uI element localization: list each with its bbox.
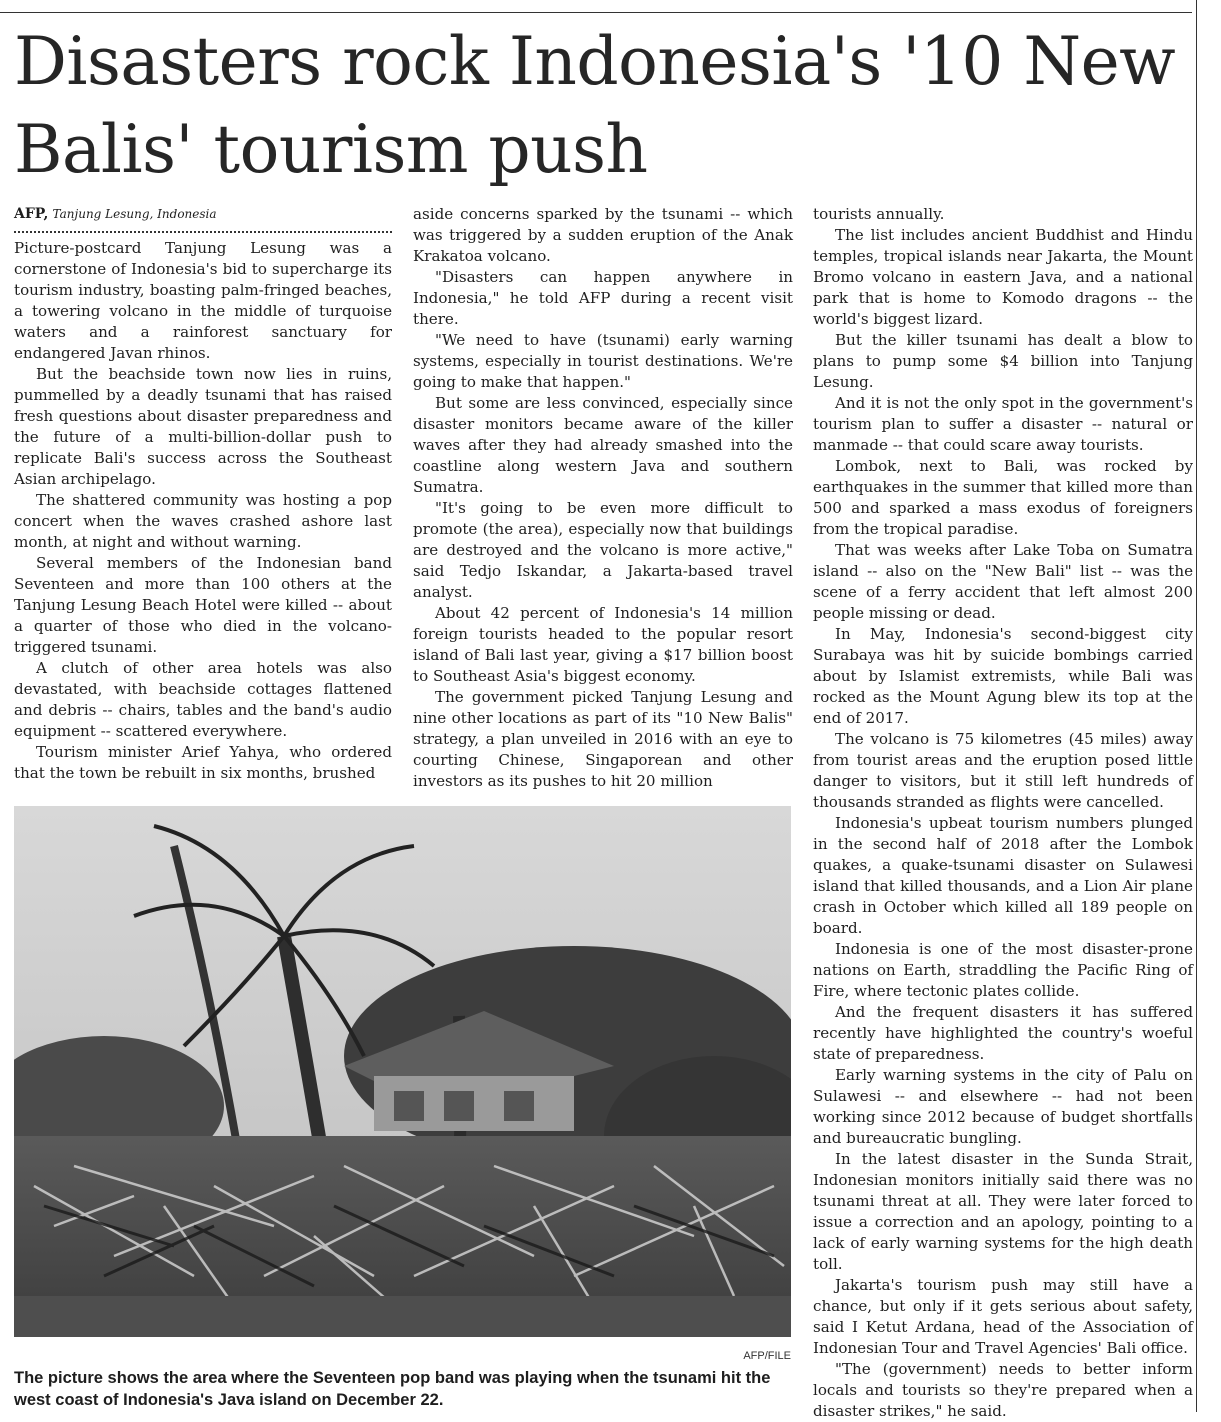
paragraph: And it is not the only spot in the government's tourism plan to suffer a disaster -- natural or manmade -- that could scare away tourists. (813, 394, 1193, 454)
paragraph: And the frequent disasters it has suffered recently have highlighted the country's woeful state of preparedness. (813, 1003, 1193, 1063)
paragraph: "Disasters can happen anywhere in Indonesia," he told AFP during a recent visit there. (413, 268, 793, 328)
paragraph: "We need to have (tsunami) early warning systems, especially in tourist destinations. We're going to make that happen." (413, 331, 793, 391)
paragraph: Indonesia is one of the most disaster-prone nations on Earth, straddling the Pacific Ring of Fire, where tectonic plates collide. (813, 940, 1193, 1000)
paragraph: "The (government) needs to better inform locals and tourists so they're prepared when a disaster strikes," he said. (813, 1360, 1193, 1420)
article-column-1 (14, 204, 392, 784)
paragraph: Several members of the Indonesian band Seventeen and more than 100 others at the Tanjung Lesung Beach Hotel were killed -- about a quarter of those who died in the volcano-triggered tsunami. (14, 554, 392, 656)
dateline (14, 204, 392, 225)
paragraph: The volcano is 75 kilometres (45 miles) away from tourist areas and the eruption posed little danger to visitors, but it still left hundreds of thousands stranded as flights were cancelled. (813, 730, 1193, 811)
paragraph: tourists annually. (813, 205, 945, 223)
paragraph: But some are less convinced, especially since disaster monitors became aware of the killer waves after they had already smashed into the coastline along western Java and southern Sumatra. (413, 394, 793, 496)
paragraph: "It's going to be even more difficult to promote (the area), especially now that buildings are destroyed and the volcano is more active," said Tedjo Iskandar, a Jakarta-based travel analyst. (413, 499, 793, 601)
paragraph: Tourism minister Arief Yahya, who ordered that the town be rebuilt in six months, brushed (14, 743, 392, 782)
article-column-2 (413, 204, 793, 792)
paragraph: But the beachside town now lies in ruins, pummelled by a deadly tsunami that has raised fresh questions about disaster preparedness and the future of a multi-billion-dollar push to replicate Bali's success across the Southeast Asian archipelago. (14, 365, 392, 488)
article-column-3 (813, 204, 1193, 1422)
paragraph: The government picked Tanjung Lesung and nine other locations as part of its "10 New Balis" strategy, a plan unveiled in 2016 with an eye to courting Chinese, Singaporean and other investors as its pushes to hit 20 million (413, 688, 793, 790)
tsunami-debris-photo (14, 806, 791, 1337)
paragraph: The list includes ancient Buddhist and Hindu temples, tropical islands near Jakarta, the Mount Bromo volcano in eastern Java, and a national park that is home to Komodo dragons -- the world's biggest lizard. (813, 226, 1193, 328)
photo-credit: AFP/FILE (743, 1350, 791, 1362)
right-column-rule (1196, 0, 1197, 1412)
paragraph: In May, Indonesia's second-biggest city Surabaya was hit by suicide bombings carried about by Islamist extremists, while Bali was rocked as the Mount Agung blew its top at the end of 2017. (813, 625, 1193, 727)
paragraph: Lombok, next to Bali, was rocked by earthquakes in the summer that killed more than 500 and sparked a mass exodus of foreigners from the tropical paradise. (813, 457, 1193, 538)
paragraph: About 42 percent of Indonesia's 14 million foreign tourists headed to the popular resort island of Bali last year, giving a $17 billion boost to Southeast Asia's biggest economy. (413, 604, 793, 685)
dateline-place: Tanjung Lesung, Indonesia (52, 207, 217, 221)
headline: Disasters rock Indonesia's '10 New Balis' tourism push (14, 23, 1176, 188)
paragraph: Jakarta's tourism push may still have a chance, but only if it gets serious about safety, said I Ketut Ardana, head of the Association of Indonesian Tour and Travel Agencies' Bali office. (813, 1276, 1193, 1357)
photo-caption: The picture shows the area where the Seventeen pop band was playing when the tsunami hit the west coast of Indonesia's Java island on December 22. (14, 1369, 771, 1409)
paragraph: That was weeks after Lake Toba on Sumatra island -- also on the "New Bali" list -- was the scene of a ferry accident that left almost 200 people missing or dead. (813, 541, 1193, 622)
paragraph: In the latest disaster in the Sunda Strait, Indonesian monitors initially said there was no tsunami threat at all. They were later forced to issue a correction and an apology, pointing to a lack of early warning systems for the high death toll. (813, 1150, 1193, 1273)
paragraph: Early warning systems in the city of Palu on Sulawesi -- and elsewhere -- had not been working since 2012 because of budget shortfalls and bureaucratic bungling. (813, 1066, 1193, 1147)
top-rule (0, 12, 1192, 13)
dateline-agency: AFP, (14, 206, 49, 222)
paragraph: Picture-postcard Tanjung Lesung was a cornerstone of Indonesia's bid to supercharge its tourism industry, boasting palm-fringed beaches, a towering volcano in the middle of turquoise waters and a rainforest sanctuary for endangered Javan rhinos. (14, 239, 392, 362)
paragraph: The shattered community was hosting a pop concert when the waves crashed ashore last month, at night and without warning. (14, 491, 392, 551)
paragraph: But the killer tsunami has dealt a blow to plans to pump some $4 billion into Tanjung Lesung. (813, 331, 1193, 391)
paragraph: aside concerns sparked by the tsunami -- which was triggered by a sudden eruption of the Anak Krakatoa volcano. (413, 205, 793, 265)
dotted-divider (14, 231, 392, 233)
paragraph: A clutch of other area hotels was also devastated, with beachside cottages flattened and debris -- chairs, tables and the band's audio equipment -- scattered everywhere. (14, 659, 392, 740)
paragraph: Indonesia's upbeat tourism numbers plunged in the second half of 2018 after the Lombok quakes, a quake-tsunami disaster on Sulawesi island that killed thousands, and a Lion Air plane crash in October which killed all 189 people on board. (813, 814, 1193, 937)
news-photo (14, 806, 791, 1337)
